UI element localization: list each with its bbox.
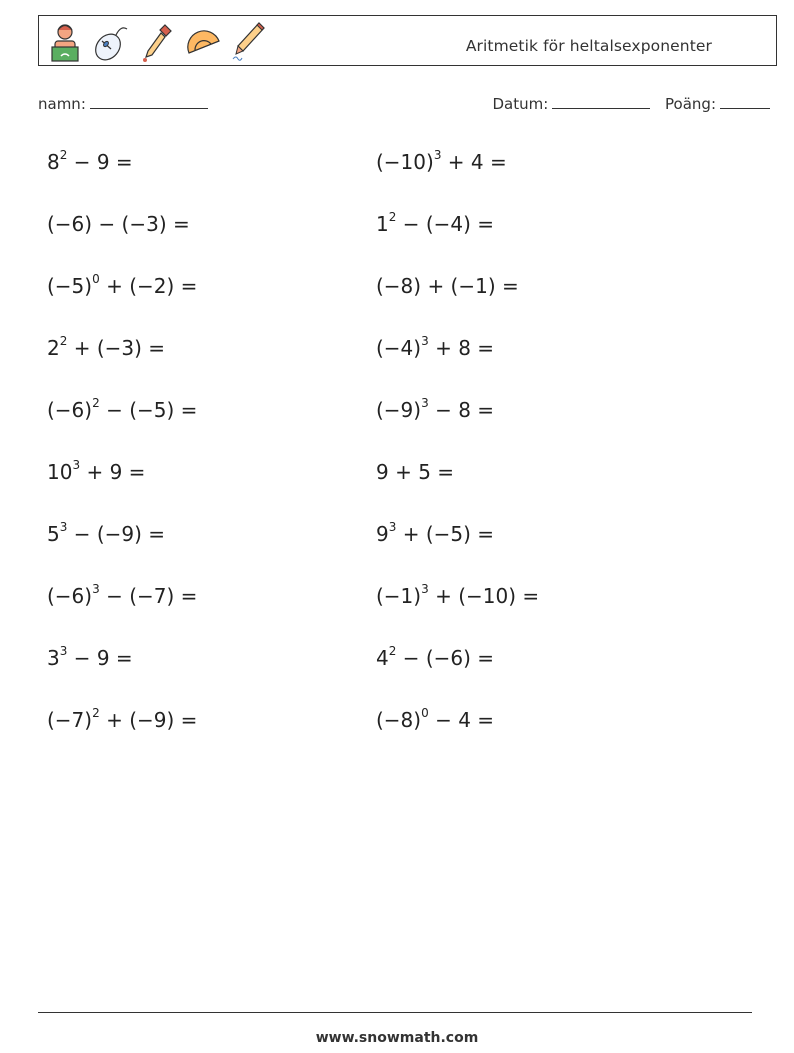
problem-rest: + (−2) = xyxy=(99,274,198,298)
problem-exponent: 2 xyxy=(59,148,68,163)
problem-exponent: 3 xyxy=(421,396,429,411)
worksheet-header xyxy=(38,15,777,66)
problem-rest: + (−10) = xyxy=(428,584,540,608)
problem-base: 4 xyxy=(376,646,389,670)
problem-rest: + 4 = xyxy=(441,150,507,174)
problem-base: 1 xyxy=(376,212,389,236)
score-blank[interactable] xyxy=(720,94,770,109)
problem-right-9 xyxy=(376,646,494,670)
problem-right-1 xyxy=(376,150,507,174)
problem-right-7 xyxy=(376,522,494,546)
problem-left-2 xyxy=(47,212,190,236)
name-label: namn: xyxy=(38,95,86,113)
name-blank[interactable] xyxy=(90,94,208,109)
date-blank[interactable] xyxy=(552,94,650,109)
problem-base: (−9) xyxy=(376,398,422,422)
problem-base: (−8) + (−1) = xyxy=(376,274,519,298)
problem-rest: − 8 = xyxy=(428,398,495,422)
problem-exponent: 3 xyxy=(72,458,81,473)
problem-base: (−7) xyxy=(47,708,93,732)
problem-left-10 xyxy=(47,708,197,732)
protractor-icon xyxy=(183,19,223,63)
problem-exponent: 3 xyxy=(433,148,442,163)
problem-rest: + 8 = xyxy=(428,336,495,360)
problem-base: 2 xyxy=(47,336,60,360)
problem-right-6 xyxy=(376,460,454,484)
problem-base: 8 xyxy=(47,150,60,174)
problem-exponent: 2 xyxy=(388,644,397,659)
problem-rest: − 9 = xyxy=(67,646,133,670)
problem-base: 9 xyxy=(376,522,389,546)
problem-rest: − (−4) = xyxy=(396,212,495,236)
pipette-icon xyxy=(137,19,177,63)
problem-exponent: 3 xyxy=(59,520,68,535)
date-score-fields xyxy=(492,94,770,113)
problem-exponent: 3 xyxy=(421,582,429,597)
problem-left-4 xyxy=(47,336,165,360)
problem-left-6 xyxy=(47,460,145,484)
worksheet-title: Aritmetik för heltalsexponenter xyxy=(465,37,712,55)
problem-exponent: 2 xyxy=(92,706,100,721)
pencil-icon xyxy=(229,19,269,63)
problem-base: 3 xyxy=(47,646,60,670)
footer-url: www.snowmath.com xyxy=(315,1030,479,1046)
problem-rest: + (−5) = xyxy=(396,522,495,546)
problem-base: 5 xyxy=(47,522,60,546)
date-label: Datum: xyxy=(492,95,549,113)
problem-base: 9 + 5 = xyxy=(376,460,455,484)
problem-left-7 xyxy=(47,522,165,546)
problem-rest: + (−9) = xyxy=(99,708,198,732)
problem-base: (−8) xyxy=(376,708,422,732)
problem-base: (−4) xyxy=(376,336,422,360)
problem-exponent: 0 xyxy=(92,272,100,287)
problem-left-5 xyxy=(47,398,197,422)
problem-rest: − 4 = xyxy=(428,708,495,732)
problem-right-10 xyxy=(376,708,494,732)
footer-divider xyxy=(38,1012,752,1013)
problem-base: (−6) − (−3) = xyxy=(47,212,190,236)
problem-exponent: 3 xyxy=(388,520,397,535)
problem-base: (−10) xyxy=(376,150,434,174)
problem-right-5 xyxy=(376,398,494,422)
problem-rest: − (−6) = xyxy=(396,646,495,670)
problem-left-9 xyxy=(47,646,133,670)
problem-right-3 xyxy=(376,274,519,298)
problem-exponent: 3 xyxy=(92,582,100,597)
problem-base: (−5) xyxy=(47,274,93,298)
problem-rest: − (−9) = xyxy=(67,522,166,546)
name-field[interactable] xyxy=(38,94,208,113)
problem-rest: − (−7) = xyxy=(99,584,198,608)
problem-exponent: 2 xyxy=(388,210,397,225)
mouse-icon xyxy=(91,19,131,63)
problem-left-1 xyxy=(47,150,133,174)
teacher-icon xyxy=(45,19,85,63)
problem-rest: + 9 = xyxy=(80,460,146,484)
problem-base: (−6) xyxy=(47,584,93,608)
problem-rest: − (−5) = xyxy=(99,398,198,422)
problem-exponent: 2 xyxy=(59,334,68,349)
problem-base: (−1) xyxy=(376,584,422,608)
problem-rest: + (−3) = xyxy=(67,336,166,360)
problem-left-3 xyxy=(47,274,197,298)
problem-exponent: 0 xyxy=(421,706,429,721)
problem-left-8 xyxy=(47,584,197,608)
problem-base: (−6) xyxy=(47,398,93,422)
problem-exponent: 3 xyxy=(59,644,68,659)
problem-right-2 xyxy=(376,212,494,236)
problem-rest: − 9 = xyxy=(67,150,133,174)
problem-right-8 xyxy=(376,584,539,608)
score-label: Poäng: xyxy=(665,95,716,113)
problem-right-4 xyxy=(376,336,494,360)
problem-exponent: 3 xyxy=(421,334,429,349)
problem-base: 10 xyxy=(47,460,73,484)
problem-exponent: 2 xyxy=(92,396,100,411)
header-icons xyxy=(45,19,269,63)
